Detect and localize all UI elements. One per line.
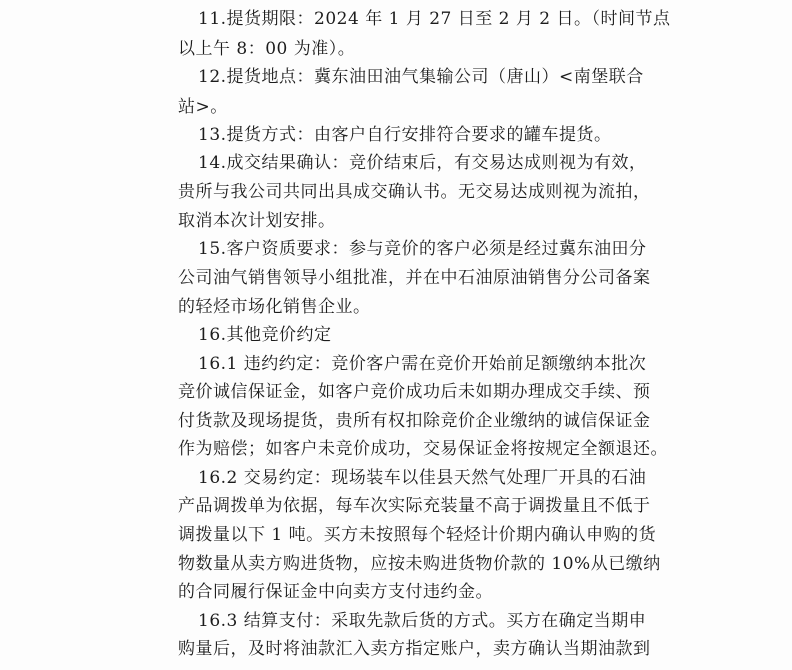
- text-line: 的轻烃市场化销售企业。: [178, 297, 371, 317]
- text-line: 15.客户资质要求：参与竞价的客户必须是经过冀东油田分: [198, 239, 647, 259]
- text-line: 14.成交结果确认：竞价结束后，有交易达成则视为有效，: [198, 153, 647, 173]
- text-line: 16.其他竞价约定: [198, 325, 332, 345]
- text-line: 13.提货方式：由客户自行安排符合要求的罐车提货。: [198, 125, 612, 145]
- text-line: 物数量从卖方购进货物，应按未购进货物价款的 10%从已缴纳: [178, 554, 661, 574]
- text-line: 12.提货地点：冀东油田油气集输公司（唐山）<南堡联合: [198, 67, 644, 87]
- text-line: 作为赔偿；如客户未竞价成功，交易保证金将按规定全额退还。: [178, 439, 668, 459]
- text-line: 16.3 结算支付：采取先款后货的方式。买方在确定当期申: [198, 611, 647, 631]
- text-line: 以上午 8：00 为准）。: [178, 39, 356, 59]
- text-line: 调拨量以下 1 吨。买方未按照每个轻烃计价期内确认申购的货: [178, 525, 657, 545]
- text-line: 贵所与我公司共同出具成交确认书。无交易达成则视为流拍，: [178, 182, 651, 202]
- text-line: 产品调拨单为依据，每车次实际充装量不高于调拨量且不低于: [178, 496, 651, 516]
- text-line: 竞价诚信保证金，如客户竞价成功后未如期办理成交手续、预: [178, 382, 651, 402]
- text-line: 的合同履行保证金中向卖方支付违约金。: [178, 582, 493, 602]
- text-line: 公司油气销售领导小组批准，并在中石油原油销售分公司备案: [178, 268, 651, 288]
- text-line: 16.2 交易约定：现场装车以佳县天然气处理厂开具的石油: [198, 468, 647, 488]
- text-line: 站>。: [178, 97, 228, 117]
- text-line: 取消本次计划安排。: [178, 211, 336, 231]
- text-line: 付货款及现场提货，贵所有权扣除竞价企业缴纳的诚信保证金: [178, 411, 651, 431]
- text-line: 购量后，及时将油款汇入卖方指定账户，卖方确认当期油款到: [178, 639, 651, 659]
- text-line: 16.1 违约约定：竞价客户需在竞价开始前足额缴纳本批次: [198, 354, 647, 374]
- text-line: 11.提货期限：2024 年 1 月 27 日至 2 月 2 日。（时间节点: [198, 9, 671, 29]
